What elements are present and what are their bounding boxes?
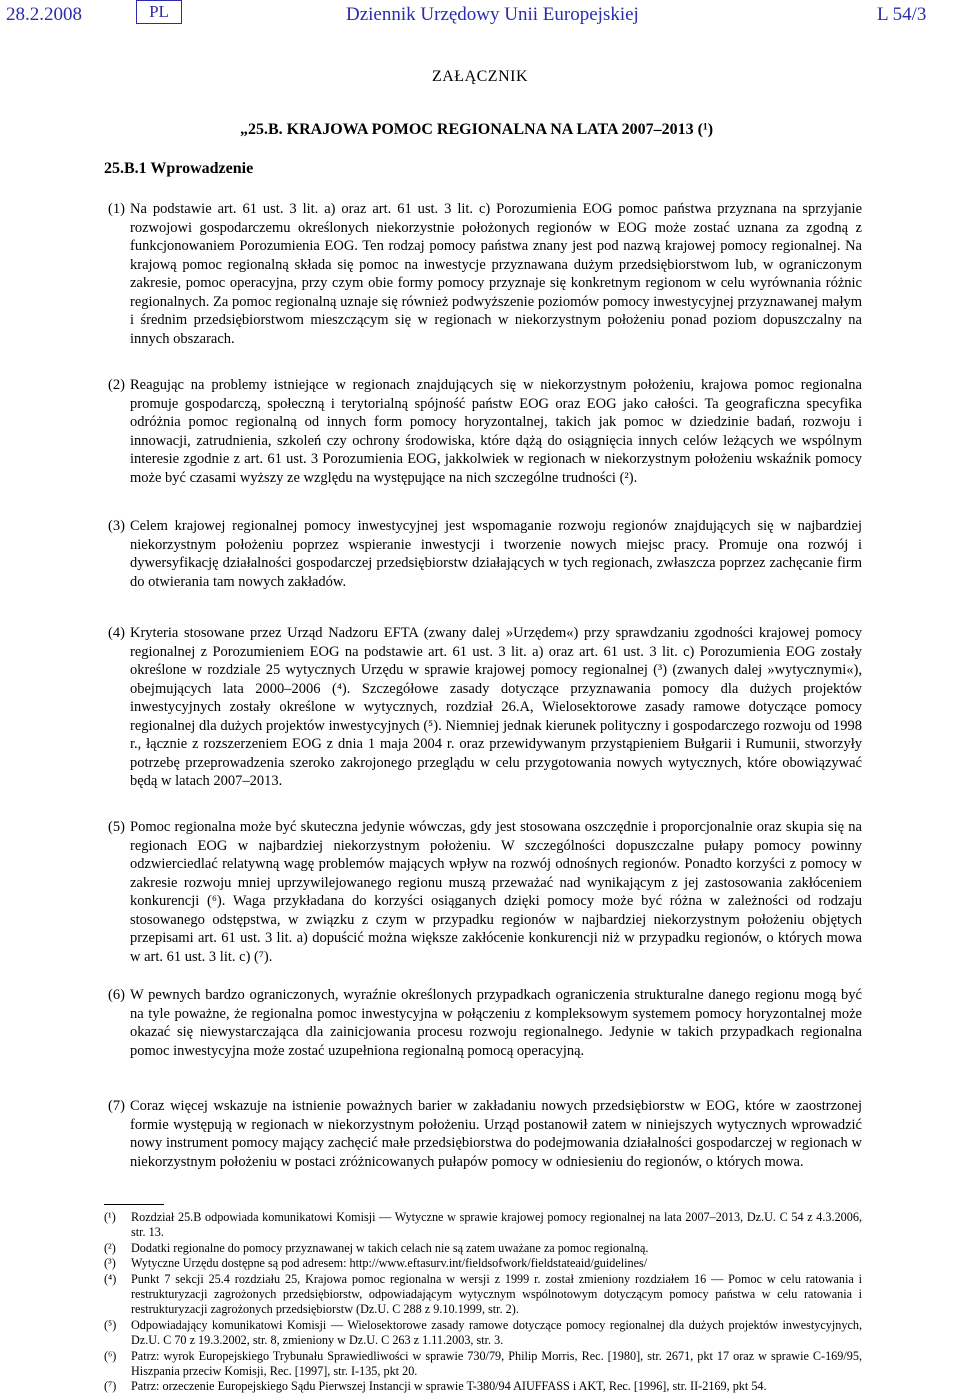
paragraph-text: Reagując na problemy istniejące w regionach znajdujących się w niekorzystnym położeniu, krajowa pomoc regionalna promuje gospodarczą, społeczną i terytorialną spójność państw EOG oraz EOG jako całości. Ta geograficzna specyfika odróżnia pomoc regionalną od innych form pomocy horyzontalnej, takich jak pomoc w dziedzinie badań, rozwoju i innowacji, zatrudnienia, szkoleń czy ochrony środowiska, które dążą do osiągnięcia innych celów leżących we wspólnym interesie zgodnie z art. 61 ust. 3 Porozumienia EOG, jakkolwiek w regionach w niekorzystnym położeniu wskaźnik pomocy może być czasami wyższy ze względu na występujące na nich szczególne trudności (²). — [130, 377, 862, 486]
footnote-number: (⁷) — [104, 1379, 117, 1394]
footnote-2 — [104, 1241, 862, 1256]
paragraph-text: Pomoc regionalna może być skuteczna jedynie wówczas, gdy jest stosowana oszczędnie i proporcjonalnie oraz skupia się na regionach EOG w najbardziej niekorzystnym położeniu. W szczególności dopuszczalne pułapy pomocy powinny odzwierciedlać relatywną wagę problemów mających wpływ na rozwój odnośnych regionów. Ponadto korzyści z pomocy w zakresie rozwoju mniej uprzywilejowanego regionu muszą przeważać nad wynikającym z jej zastosowania zakłóceniem konkurencji (⁶). Waga przykładana do korzyści osiąganych dzięki pomocy może być różna w zależności od rodzaju stosowanego odstępstwa, w związku z czym w przypadku regionów w najbardziej niekorzystnym położeniu objętych przepisami art. 61 ust. 3 lit. a) dopuścić można większe zakłócenie konkurencji niż w przypadku regionów, o których mowa w art. 61 ust. 3 lit. c) (⁷). — [130, 819, 862, 965]
footnote-number: (²) — [104, 1240, 116, 1255]
footnote-6 — [104, 1349, 862, 1380]
journal-title: Dziennik Urzędowy Unii Europejskiej — [346, 4, 639, 25]
paragraph-5 — [108, 818, 862, 966]
footnote-number: (¹) — [104, 1210, 116, 1224]
section-title: „25.B. KRAJOWA POMOC REGIONALNA NA LATA 2007–2013 (¹) — [240, 121, 714, 138]
footnote-text: Punkt 7 sekcji 25.4 rozdziału 25, Krajowa pomoc regionalna w wersji z 1999 r. został zmieniony rozdziałem 16 — Pomoc w celu ratowania i restrukturyzacji zagrożonych przedsiębiorstw, odpowiadającym wytycznym wspólnotowym dotyczącym pomocy państwa w celu ratowania i restrukturyzacji zagrożonych przedsiębiorstw (Dz.U. C 288 z 9.10.1999, str. 2). — [131, 1271, 862, 1317]
annex-title: ZAŁĄCZNIK — [431, 68, 529, 85]
paragraph-3 — [108, 517, 862, 591]
footnote-3 — [104, 1256, 862, 1271]
footnote-1 — [104, 1210, 862, 1241]
paragraph-7 — [108, 1097, 862, 1171]
paragraph-text: Coraz więcej wskazuje na istnienie poważnych barier w zakładaniu nowych przedsiębiorstw w EOG, które w zaostrzonej formie występują w regionach w niekorzystnym położeniu. Urząd postanowił zatem w niniejszych wytycznych wprowadzić nowy instrument pomocy mający zachęcić małe przedsiębiorstwa do podejmowania działalności gospodarczej w regionach w niekorzystnym położeniu w postaci zróżnicowanych pułapów pomocy w odniesieniu do regionów, o których mowa. — [130, 1098, 862, 1170]
footnote-4 — [104, 1272, 862, 1318]
paragraph-number: (5) — [108, 819, 125, 835]
page-number: L 54/3 — [877, 4, 927, 25]
paragraph-text: Celem krajowej regionalnej pomocy inwestycyjnej jest wspomaganie rozwoju regionów znajdujących się w najbardziej niekorzystnym położeniu poprzez wspieranie inwestycji i tworzenie nowych miejsc pracy. Promuje ona rozwój i dywersyfikację działalności gospodarczej przedsiębiorstw działających w tych regionach, zwłaszcza poprzez zachęcanie firm do otwierania tam nowych zakładów. — [130, 518, 862, 590]
paragraph-4 — [108, 624, 862, 791]
paragraph-2 — [108, 376, 862, 487]
paragraph-number: (2) — [108, 377, 125, 393]
header-date: 28.2.2008 — [6, 4, 82, 25]
journal-header — [0, 0, 960, 30]
footnote-text: Patrz: orzeczenie Europejskiego Sądu Pierwszej Instancji w sprawie T-380/94 AIUFFASS i AKT, Rec. [1996], str. II-2169, pkt 54. — [131, 1379, 767, 1394]
paragraph-6 — [108, 986, 862, 1060]
paragraph-number: (7) — [108, 1098, 125, 1114]
footnotes — [104, 1210, 862, 1395]
footnote-divider — [104, 1204, 164, 1205]
language-badge: PL — [136, 0, 182, 24]
paragraph-number: (1) — [108, 201, 125, 217]
paragraph-number: (4) — [108, 625, 125, 641]
paragraph-number: (3) — [108, 518, 125, 534]
paragraph-text: Na podstawie art. 61 ust. 3 lit. a) oraz art. 61 ust. 3 lit. c) Porozumienia EOG pomoc państwa przyznana na sprzyjanie rozwojowi gospodarczemu określonych niekorzystnie położonych regionów w EOG może zostać uznana za zgodną z funkcjonowaniem Porozumienia EOG. Ten rodzaj pomocy państwa znany jest pod nazwą krajowej pomocy regionalnej. Na krajową pomoc regionalną składa się pomoc na inwestycje przyznawana dużym przedsiębiorstwom lub, w ograniczonym zakresie, pomoc operacyjna, przy czym obie formy pomocy przyznaje się konkretnym regionom w celu wyrównania różnic regionalnych. Za pomoc regionalną uznaje się również podwyższenie poziomów pomocy inwestycyjnej przyznawanej małym i średnim przedsiębiorstwom mieszczącym się w regionach w niekorzystnym położeniu ponad poziom dopuszczalny na innych obszarach. — [130, 201, 862, 347]
footnote-text: Patrz: wyrok Europejskiego Trybunału Sprawiedliwości w sprawie 730/79, Philip Morris, Rec. [1980], str. 2671, pkt 17 oraz w sprawie C-169/95, Hiszpania przeciw Komisji, Rec. [1997], str. I-135, pkt 20. — [131, 1348, 862, 1379]
footnote-text: Odpowiadający komunikatowi Komisji — Wielosektorowe zasady ramowe dotyczące pomocy regionalnej dla dużych projektów inwestycyjnych, Dz.U. C 70 z 19.3.2002, str. 8, zmieniony w Dz.U. C 263 z 1.11.2003, str. 3. — [131, 1317, 862, 1348]
footnote-number: (⁶) — [104, 1348, 117, 1363]
paragraph-number: (6) — [108, 987, 125, 1003]
paragraph-text: Kryteria stosowane przez Urząd Nadzoru EFTA (zwany dalej »Urzędem«) przy sprawdzaniu zgodności krajowej pomocy regionalnej z Porozumieniem EOG na podstawie art. 61 ust. 3 lit. a) oraz art. 61 ust. 3 lit. c) Porozumienia EOG zostały określone w rozdziale 25 wytycznych Urzędu w sprawie krajowej pomocy regionalnej (³) (zwanych dalej »wytycznymi«), obejmujących lata 2000–2006 (⁴). Szczegółowe zasady dotyczące przyznawania pomocy dla dużych projektów inwestycyjnych zostały określone w wytycznych, rozdział 26.A, Wielosektorowe zasady ramowe dotyczące pomocy regionalnej dla dużych projektów inwestycyjnych (⁵). Niemniej jednak kierunek polityczny i gospodarczego rozwoju od 1998 r., łącznie z rozszerzeniem EOG z dnia 1 maja 2004 r. oraz przewidywanym przystąpieniem Bułgarii i Rumunii, stworzyły potrzebę przeprowadzenia szeroko zakrojonego przeglądu w celu przygotowania nowych wytycznych, które obowiązywać będą w latach 2007–2013. — [130, 625, 862, 789]
paragraph-1 — [108, 200, 862, 348]
footnote-number: (⁵) — [104, 1317, 117, 1332]
footnote-text: Rozdział 25.B odpowiada komunikatowi Komisji — Wytyczne w sprawie krajowej pomocy regionalnej na lata 2007–2013, Dz.U. C 54 z 4.3.2006, str. 13. — [131, 1210, 862, 1240]
footnote-7 — [104, 1379, 862, 1394]
footnote-text: Wytyczne Urzędu dostępne są pod adresem: http://www.eftasurv.int/fieldsofwork/fieldstateaid/guidelines/ — [131, 1256, 648, 1271]
footnote-number: (⁴) — [104, 1271, 117, 1286]
footnote-number: (³) — [104, 1256, 116, 1271]
subsection-title: 25.B.1 Wprowadzenie — [104, 160, 254, 177]
footnote-5 — [104, 1318, 862, 1349]
footnote-text: Dodatki regionalne do pomocy przyznawanej w takich celach nie są zatem uważane za pomoc regionalną. — [131, 1240, 649, 1255]
paragraph-text: W pewnych bardzo ograniczonych, wyraźnie określonych przypadkach ograniczenia strukturalne danego regionu mogą być na tyle poważne, że regionalna pomoc inwestycyjna w połączeniu z kompleksowym systemem pomocy horyzontalnej może okazać się niewystarczająca dla zainicjowania procesu rozwoju regionalnego. Jedynie w takich przypadkach regionalna pomoc inwestycyjna może zostać uzupełniona regionalną pomocą operacyjną. — [130, 987, 862, 1059]
